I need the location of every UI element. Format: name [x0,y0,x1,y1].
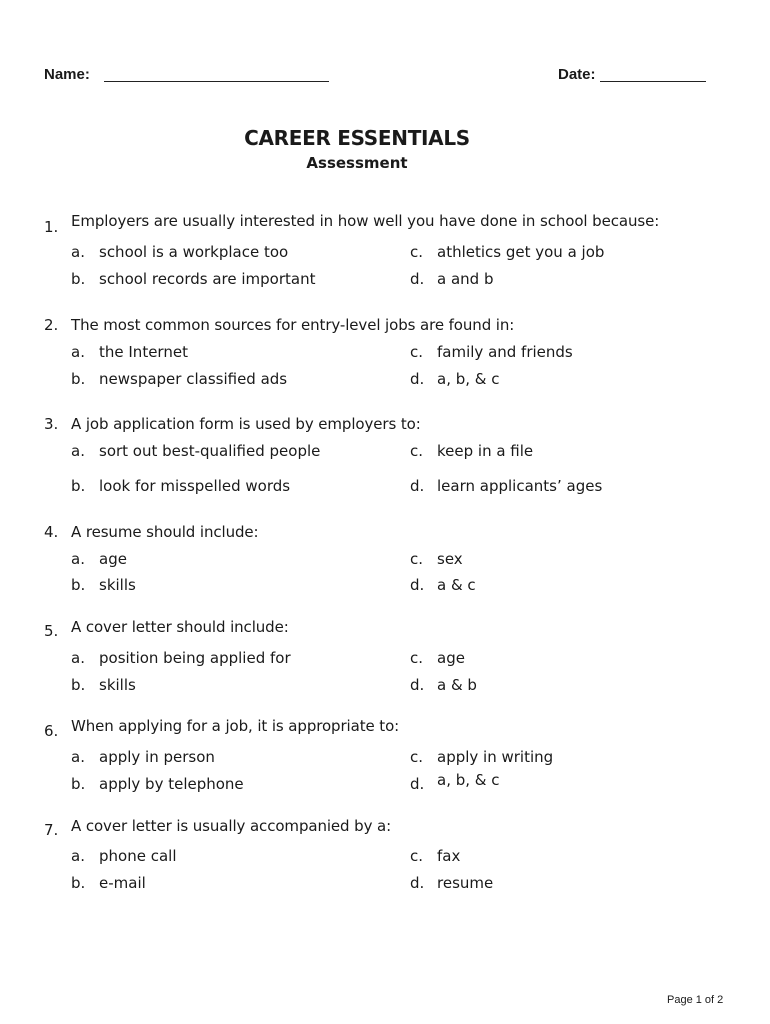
question-number: 1. [44,218,59,236]
option-b[interactable]: apply by telephone [99,775,244,793]
option-a[interactable]: phone call [99,847,177,865]
option-c[interactable]: keep in a file [437,442,534,460]
option-c-letter: c. [410,847,424,865]
question-number: 7. [44,821,59,839]
option-b-letter: b. [71,477,86,495]
question-number: 5. [44,622,59,640]
option-a-letter: a. [71,243,85,261]
option-a[interactable]: apply in person [99,748,215,766]
option-c-letter: c. [410,649,424,667]
name-field[interactable] [104,81,329,82]
option-d-letter: d. [410,370,425,388]
option-d[interactable]: learn applicants’ ages [437,477,603,495]
option-b[interactable]: newspaper classified ads [99,370,288,388]
option-d-letter: d. [410,874,425,892]
option-b-letter: b. [71,676,86,694]
option-d[interactable]: a and b [437,270,494,288]
page-subtitle: Assessment [306,154,408,172]
option-b-letter: b. [71,270,86,288]
option-b[interactable]: e-mail [99,874,146,892]
page-title: CAREER ESSENTIALS [244,126,470,150]
question-text: A resume should include: [71,523,259,541]
option-d-letter: d. [410,676,425,694]
name-label: Name: [44,66,90,83]
option-d-letter: d. [410,775,425,793]
date-label: Date: [558,66,596,83]
option-a[interactable]: sort out best-qualified people [99,442,321,460]
question-number: 4. [44,523,59,541]
question-text: A cover letter is usually accompanied by a: [71,817,392,835]
option-c-letter: c. [410,550,424,568]
option-b-letter: b. [71,775,86,793]
option-b[interactable]: skills [99,676,136,694]
option-a-letter: a. [71,442,85,460]
question-text: Employers are usually interested in how well you have done in school because: [71,212,660,230]
option-c[interactable]: fax [437,847,461,865]
date-field[interactable] [600,81,706,82]
page-number: Page 1 of 2 [667,994,724,1006]
question-text: A cover letter should include: [71,618,289,636]
option-a-letter: a. [71,550,85,568]
option-a-letter: a. [71,847,85,865]
option-d-letter: d. [410,270,425,288]
question-text: A job application form is used by employers to: [71,415,421,433]
option-c-letter: c. [410,442,424,460]
question-number: 2. [44,316,59,334]
question-number: 3. [44,415,59,433]
question-text: The most common sources for entry-level jobs are found in: [71,316,515,334]
option-b[interactable]: look for misspelled words [99,477,291,495]
question-number: 6. [44,722,59,740]
option-a[interactable]: age [99,550,127,568]
option-c-letter: c. [410,748,424,766]
option-c[interactable]: apply in writing [437,748,554,766]
option-c-letter: c. [410,343,424,361]
option-d[interactable]: a, b, & c [437,370,500,388]
option-c[interactable]: athletics get you a job [437,243,605,261]
question-text: When applying for a job, it is appropriate to: [71,717,400,735]
option-c[interactable]: family and friends [437,343,573,361]
option-d[interactable]: resume [437,874,494,892]
option-a-letter: a. [71,748,85,766]
option-c-letter: c. [410,243,424,261]
option-d[interactable]: a, b, & c [437,771,500,789]
option-a-letter: a. [71,649,85,667]
option-c[interactable]: sex [437,550,463,568]
option-a[interactable]: the Internet [99,343,188,361]
option-d[interactable]: a & b [437,676,477,694]
option-d-letter: d. [410,576,425,594]
option-c[interactable]: age [437,649,465,667]
option-a-letter: a. [71,343,85,361]
option-d[interactable]: a & c [437,576,476,594]
option-b-letter: b. [71,874,86,892]
option-b-letter: b. [71,370,86,388]
option-a[interactable]: school is a workplace too [99,243,289,261]
option-b[interactable]: school records are important [99,270,316,288]
option-b-letter: b. [71,576,86,594]
option-b[interactable]: skills [99,576,136,594]
option-a[interactable]: position being applied for [99,649,291,667]
option-d-letter: d. [410,477,425,495]
